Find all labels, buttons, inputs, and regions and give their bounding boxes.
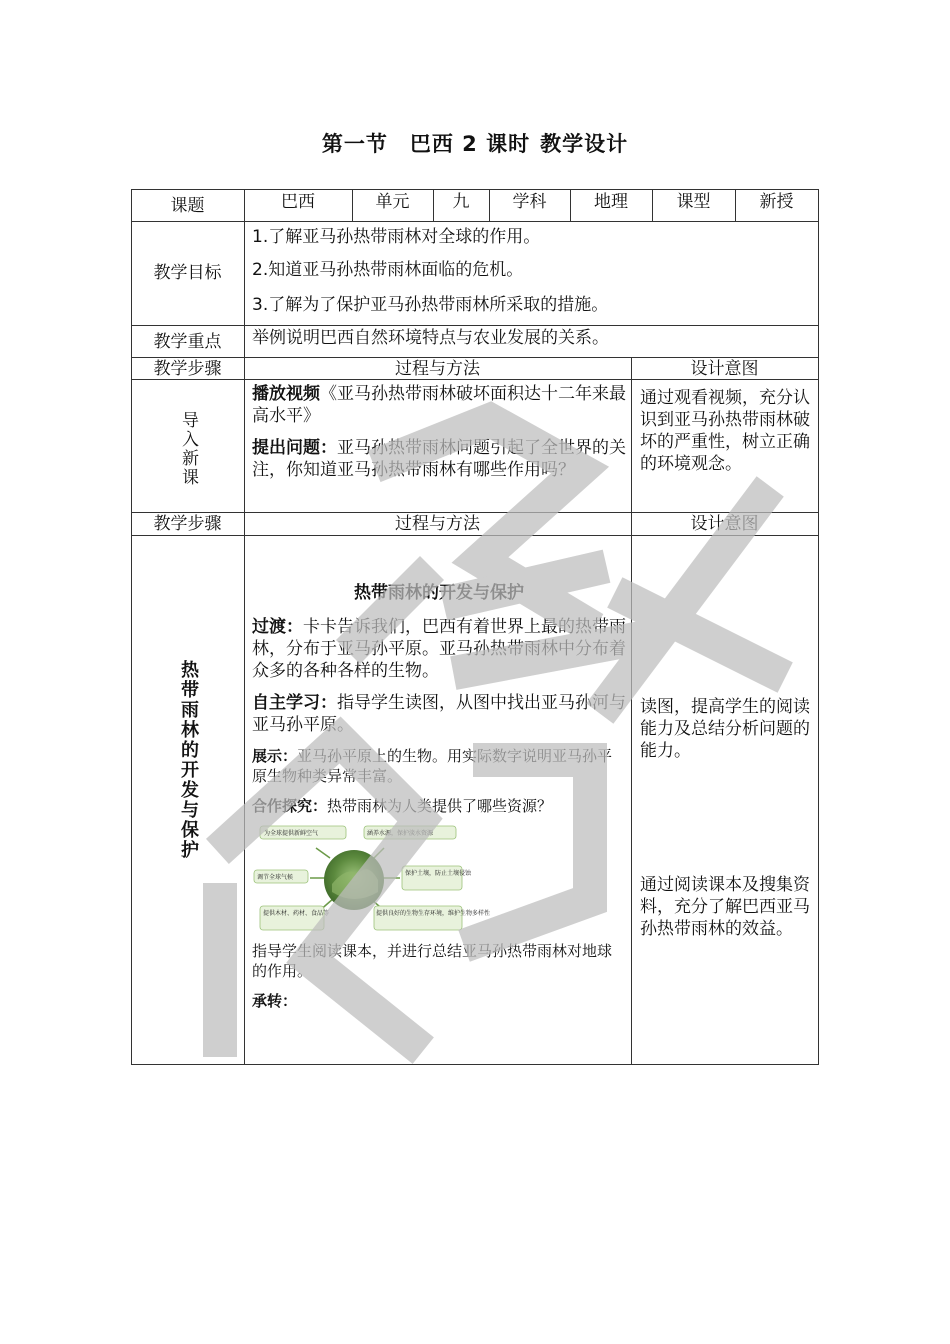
topic-value: 巴西 [281, 192, 315, 212]
show-paragraph [252, 746, 626, 786]
mindmap-label-2: 调节全球气候 [257, 874, 294, 881]
mindmap-label-4: 提供木材、药材、食品等 [263, 910, 330, 917]
objective-item: 1.了解亚马孙热带雨林对全球的作用。 [252, 227, 541, 247]
summary-text: 指导学生阅读课本，并进行总结亚马孙热带雨林对地球的作用。 [252, 942, 613, 980]
coop-text: 热带雨林为人类提供了哪些资源？ [327, 797, 553, 815]
diagram-svg [252, 822, 491, 932]
process-header: 过程与方法 [395, 359, 480, 379]
intent-header: 设计意图 [690, 514, 759, 534]
section-intent-2: 通过阅读课本及搜集资料，充分了解巴西亚马孙热带雨林的效益。 [640, 875, 810, 939]
subject-label: 学科 [512, 192, 547, 212]
title-section: 第一节 [321, 132, 388, 156]
section-heading: 热带雨林的开发与保护 [354, 583, 524, 603]
self-study-text: 指导学生读图，从图中找出亚马孙河与亚马孙平原。 [252, 693, 626, 735]
intro-label: 导入新课 [178, 411, 198, 487]
rainforest-resources-diagram [252, 822, 491, 932]
type-value: 新授 [759, 192, 794, 212]
subject-value: 地理 [594, 192, 628, 212]
transition-text: 卡卡告诉我们，巴西有着世界上最的热带雨林，分布于亚马孙平原。亚马孙热带雨林中分布着众多的各种各样的生物。 [252, 617, 626, 681]
topic-label: 课题 [170, 196, 205, 216]
key-point-label: 教学重点 [153, 332, 222, 352]
process-header: 过程与方法 [395, 514, 480, 534]
title-design: 教学设计 [540, 132, 629, 156]
objective-item: 3.了解为了保护亚马孙热带雨林所采取的措施。 [252, 295, 609, 315]
unit-label: 单元 [375, 192, 410, 212]
transfer-label: 承转： [252, 992, 298, 1010]
self-study-bold: 自主学习： [252, 693, 337, 713]
intro-question [252, 437, 626, 481]
transition-paragraph [252, 616, 626, 682]
show-bold: 展示： [252, 747, 298, 765]
question-text: 亚马孙热带雨林问题引起了全世界的关注，你知道亚马孙热带雨林有哪些作用吗？ [252, 438, 626, 480]
coop-bold: 合作探究： [252, 797, 328, 815]
self-study-paragraph [252, 692, 626, 736]
mindmap-label-1: 涵养水源，保护淡水资源 [367, 830, 434, 837]
question-bold: 提出问题： [252, 438, 337, 458]
objectives-label: 教学目标 [153, 263, 222, 283]
video-text: 《亚马孙热带雨林破坏面积达十二年来最高水平》 [252, 384, 626, 426]
steps-header: 教学步骤 [153, 514, 222, 534]
intro-video [252, 383, 626, 427]
section-label: 热带雨林的开发与保护 [178, 660, 199, 860]
section-intent-1: 读图，提高学生的阅读能力及总结分析问题的能力。 [640, 697, 810, 761]
objective-item: 2.知道亚马孙热带雨林面临的危机。 [252, 260, 524, 280]
type-label: 课型 [676, 192, 711, 212]
steps-header: 教学步骤 [153, 359, 222, 379]
key-point-text: 举例说明巴西自然环境特点与农业发展的关系。 [252, 328, 609, 348]
title-topic: 巴西 2 课时 [409, 132, 531, 156]
mindmap-label-3: 保护土壤，防止土壤侵蚀 [405, 870, 472, 877]
intent-header: 设计意图 [690, 359, 759, 379]
video-bold: 播放视频 [252, 384, 320, 404]
mindmap-label-5: 提供良好的生物生存环境，维护生物多样性 [376, 910, 491, 917]
intro-intent: 通过观看视频，充分认识到亚马孙热带雨林破坏的严重性，树立正确的环境观念。 [640, 388, 810, 474]
mindmap-label-0: 为全球提供新鲜空气 [264, 830, 319, 837]
unit-value: 九 [452, 192, 470, 212]
page-title [0, 128, 950, 158]
transition-bold: 过渡： [252, 617, 303, 637]
show-text: 亚马孙平原上的生物。用实际数字说明亚马孙平原生物种类异常丰富。 [252, 747, 613, 785]
coop-paragraph [252, 796, 626, 816]
